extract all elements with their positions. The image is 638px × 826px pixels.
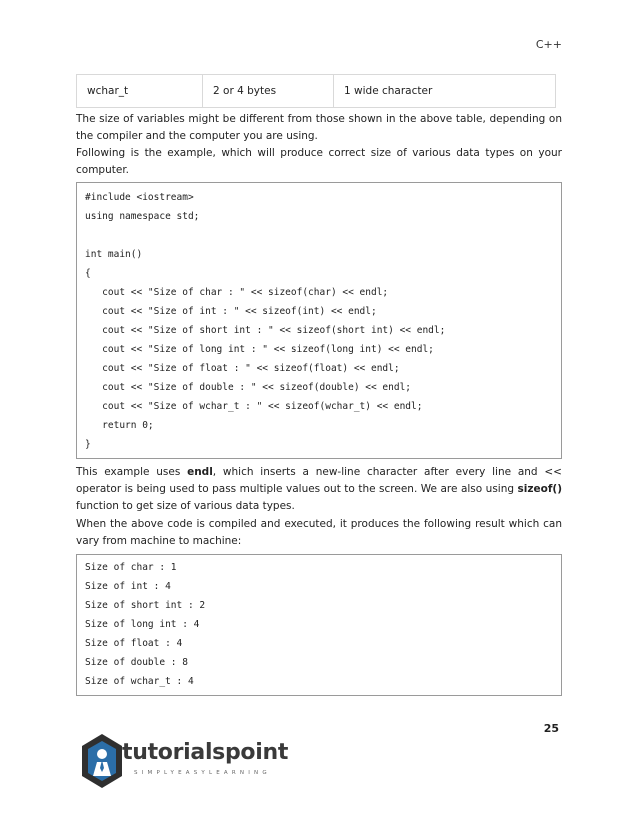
code-line: int main() <box>85 249 143 260</box>
text-span: , which inserts a new-line character after every line and << operator is being used to pass multiple values out to the screen. We are also using <box>76 466 562 495</box>
output-line: Size of int : 4 <box>85 581 171 592</box>
text-span: function to get size of various data types. <box>76 500 295 512</box>
output-line: Size of wchar_t : 4 <box>85 676 194 687</box>
code-line: #include <iostream> <box>85 192 194 203</box>
tutorialspoint-logo <box>80 732 289 792</box>
code-line: } <box>85 439 91 450</box>
text-span: This example uses <box>76 466 188 478</box>
code-line: cout << "Size of float : " << sizeof(float) << endl; <box>85 363 400 374</box>
code-line: cout << "Size of short int : " << sizeof(short int) << endl; <box>85 325 446 336</box>
data-type-table <box>76 74 556 108</box>
output-block <box>76 554 562 696</box>
paragraph-endl-explanation <box>76 464 562 515</box>
table-cell-size: 2 or 4 bytes <box>203 75 334 108</box>
code-line: cout << "Size of double : " << sizeof(double) << endl; <box>85 382 412 393</box>
code-line: cout << "Size of char : " << sizeof(char) << endl; <box>85 287 389 298</box>
paragraph-output-intro: When the above code is compiled and executed, it produces the following result which can vary from machine to machine: <box>76 518 562 547</box>
keyword-endl: endl <box>187 466 213 478</box>
code-block <box>76 182 562 459</box>
code-line: cout << "Size of wchar_t : " << sizeof(wchar_t) << endl; <box>85 401 423 412</box>
page-number: 25 <box>543 722 559 735</box>
logo-wordmark: tutorialspoint <box>122 740 289 765</box>
table-row <box>77 75 556 108</box>
output-line: Size of char : 1 <box>85 562 177 573</box>
paragraph-size-note: The size of variables might be different from those shown in the above table, depending on the compiler and the computer you are using. <box>76 113 562 142</box>
code-line: using namespace std; <box>85 211 200 222</box>
code-line: cout << "Size of int : " << sizeof(int) << endl; <box>85 306 377 317</box>
table-cell-type: wchar_t <box>77 75 203 108</box>
code-line: { <box>85 268 91 279</box>
code-line: return 0; <box>85 420 154 431</box>
output-line: Size of short int : 2 <box>85 600 206 611</box>
keyword-sizeof: sizeof() <box>517 483 562 495</box>
output-line: Size of double : 8 <box>85 657 188 668</box>
logo-tagline: SIMPLYEASYLEARNING <box>134 770 271 776</box>
output-line: Size of float : 4 <box>85 638 183 649</box>
document-header-title: C++ <box>535 38 562 51</box>
output-line: Size of long int : 4 <box>85 619 200 630</box>
table-cell-range: 1 wide character <box>334 75 556 108</box>
code-line: cout << "Size of long int : " << sizeof(long int) << endl; <box>85 344 434 355</box>
paragraph-example-intro: Following is the example, which will produce correct size of various data types on your computer. <box>76 147 562 176</box>
